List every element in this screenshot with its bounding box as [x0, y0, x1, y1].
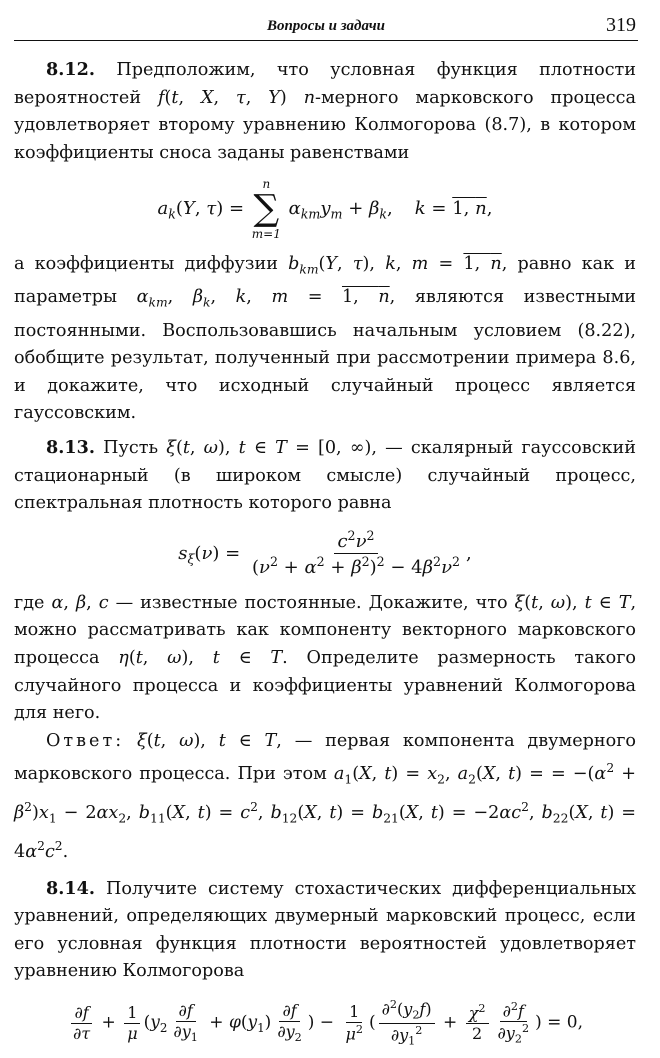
problem-8-12: 8.12. Предположим, что условная функция плотности вероятностей f(t, X, τ, Y) n-мерного марковского процесса удовлетворяет второму уравнению Колмогорова (8.7), в котором коэффициенты сноса заданы равенствами: [14, 59, 637, 163]
problem-8-13-continued: где α, β, c — известные постоянные. Докажите, что ξ(t, ω), t ∈ T, можно рассматривать как компоненту векторного марковского процесса η(t, ω), t ∈ T. Определите размерность такого случайного процесса и коэффициенты уравнений Колмогорова для него.: [14, 592, 637, 724]
page-body: [14, 56, 636, 1058]
problem-8-13-answer: Ответ: ξ(t, ω), t ∈ T, — первая компонента двумерного марковского процесса. При этом $a_1(X$, $t) = x_2$, $a_2(X$, t) = = $-(\alpha^2 + \beta^2)x_1 - 2\alpha x_2$, $b_{11}(X$, $t) = c^2$, $b_{12}(X$, $t) = b_{21}(X$, $t) = -2\alpha c^2$, $b_{22}(X$, $t) = 4\alpha^2c^2$.: [14, 730, 637, 863]
drift-formula: $a_k(Y$, τ) = n ∑ m=1 $\alpha_{km}y_m + \beta_k$, k = 1, n,: [157, 177, 493, 242]
problem-8-13: 8.13. Пусть ξ(t, ω), t ∈ T = [0, ∞), — скалярный гауссовский стационарный (в широком смысле) случайный процесс, спектральная плотность которого равна: [14, 436, 636, 514]
problem-8-12-continued: а коэффициенты диффузии $b_{km}(Y$, τ), k, m = 1, n, равно как и параметры $\alpha_{km}$, $\beta_k$, k, m = 1, n, являются известными постоянными. Воспользовавшись начальным условием (8.22), обобщите результат, полученный при рассмотрении примера 8.6, и докажите, что исходный случайный процесс является гауссовским.: [14, 254, 637, 424]
spectral-density-formula: $s_\xi(\nu)$ = $\frac{c^2\nu^2}{(\nu^2 + \alpha^2 + \beta^2)^2 - 4\beta^2\nu^2}$ ,: [178, 527, 472, 579]
answer-label: Ответ:: [46, 730, 125, 751]
problem-number: 8.13.: [46, 436, 95, 458]
problem-number: 8.14.: [46, 877, 95, 899]
problem-text: -мерного марковского процесса удовлетворяет второму уравнению Колмогорова (8.7), в котором коэффициенты сноса заданы равенствами: [14, 87, 636, 163]
problem-8-14: 8.14. Получите систему стохастических дифференциальных уравнений, определяющих двумерный марковский процесс, если его условная функция плотности вероятностей удовлетворяет уравнению Колмогорова: [14, 877, 637, 982]
kolmogorov-equation: $\frac{\partial f}{\partial\tau}$ + $\frac{1}{\mu}$ ($y_2$ $\frac{\partial f}{\partial y_1}$ + $\varphi(y_1)$ $\frac{\partial f}{\partial y_2}$ ) − $\frac{1}{\mu^2}$ ( $\frac{\partial^2(y_2f)}{\partial y_1^2}$ + $\frac{\chi^2}{2}$ $\frac{\partial^2f}{\partial y_2^2}$ ) = 0,: [72, 998, 583, 1048]
running-title: Вопросы и задачи: [266, 18, 386, 34]
fraction: $\frac{c^2\nu^2}{(\nu^2 + \alpha^2 + \beta^2)^2 - 4\beta^2\nu^2}$: [251, 527, 461, 579]
running-header: [14, 8, 638, 41]
problem-text: Предположим, что условная функция плотности вероятностей: [14, 60, 637, 108]
problem-number: 8.12.: [46, 59, 95, 80]
page-number: 319: [606, 14, 636, 36]
sum-sign: n ∑ m=1: [251, 177, 281, 242]
